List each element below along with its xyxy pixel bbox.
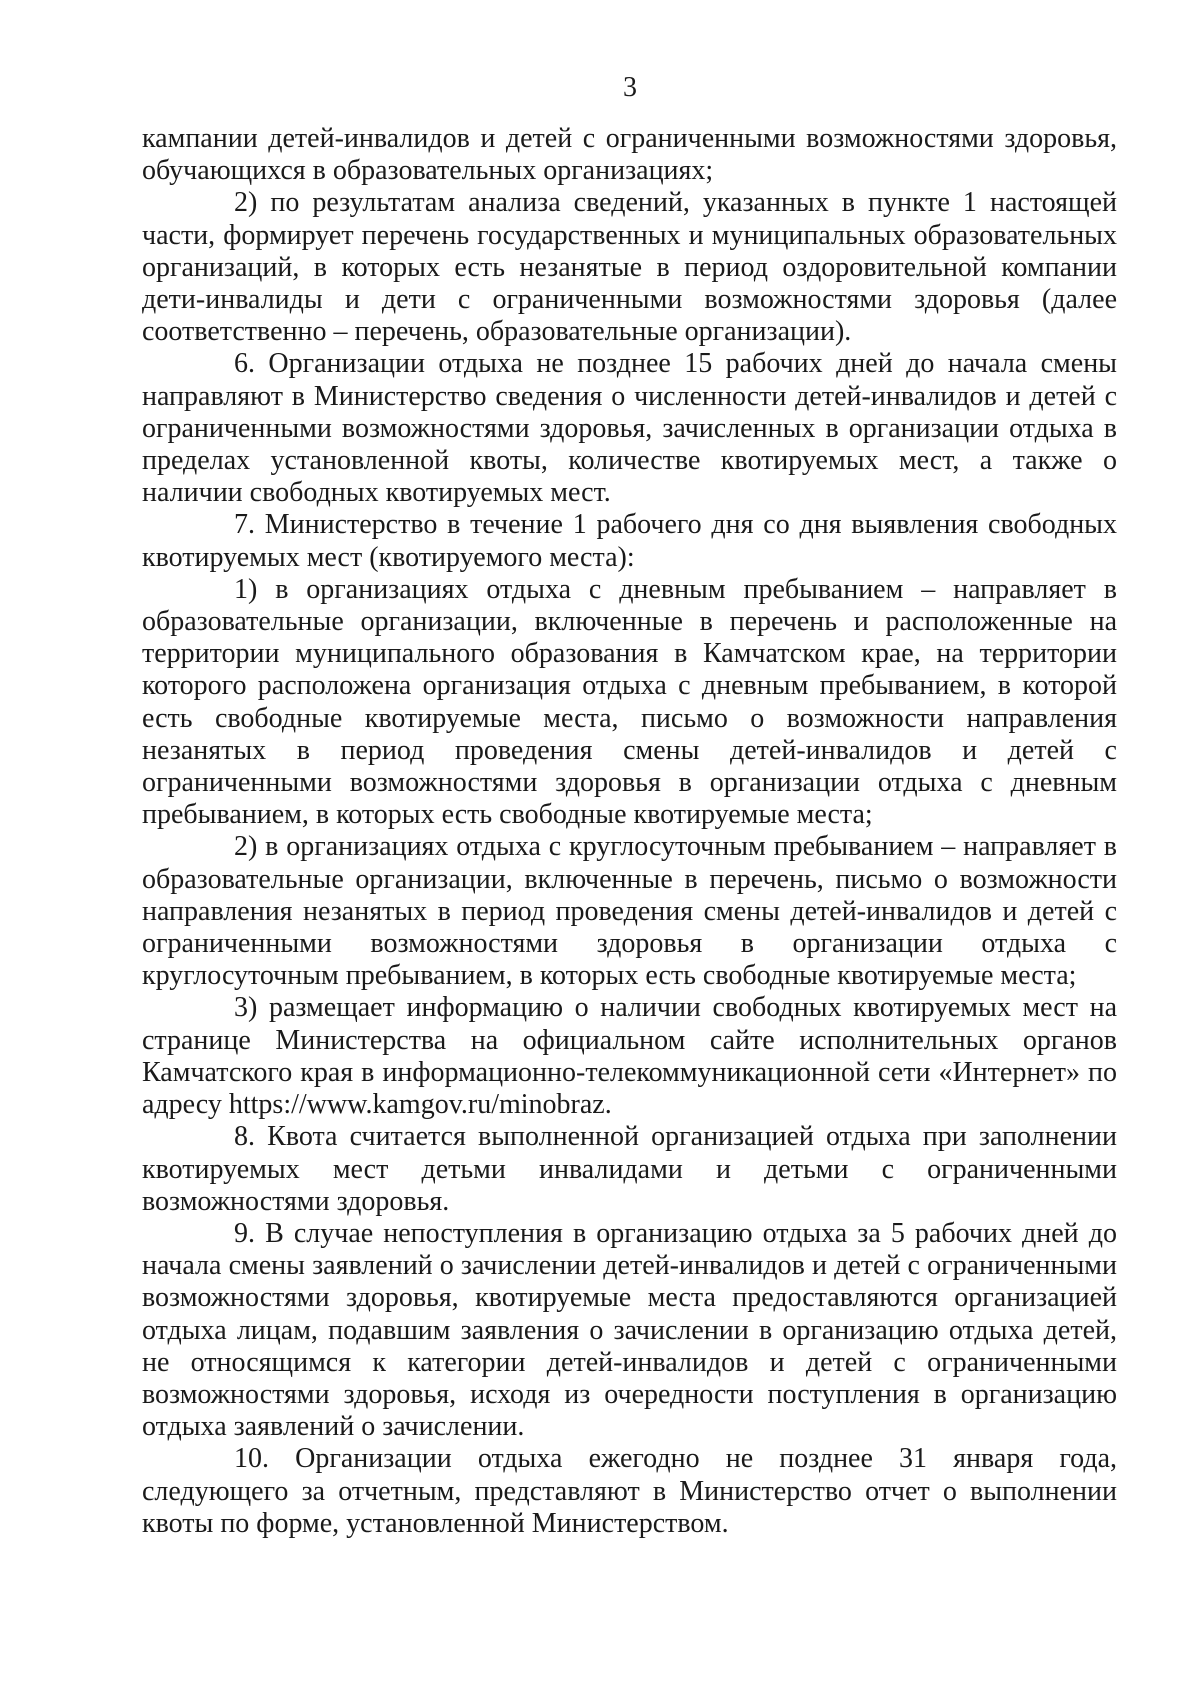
document-body	[142, 123, 1117, 1540]
paragraph-clause-7-item-2: 2) в организациях отдыха с круглосуточным пребыванием – направляет в образовательные организации, включенные в перечень, письмо о возможности направления незанятых в период проведения смены детей-инвалидов и детей с ограниченными возможностями здоровья в организации отдыха с круглосуточным пребыванием, в которых есть свободные квотируемые места;	[142, 831, 1117, 992]
paragraph-clause-7-item-1: 1) в организациях отдыха с дневным пребыванием – направляет в образовательные организации, включенные в перечень и расположенные на территории муниципального образования в Камчатском крае, на территории которого расположена организация отдыха с дневным пребыванием, в которой есть свободные квотируемые места, письмо о возможности направления незанятых в период проведения смены детей-инвалидов и детей с ограниченными возможностями здоровья в организации отдыха с дневным пребыванием, в которых есть свободные квотируемые места;	[142, 573, 1117, 831]
paragraph-continuation: кампании детей-инвалидов и детей с ограниченными возможностями здоровья, обучающихся в образовательных организациях;	[142, 123, 1117, 187]
page-number: 3	[623, 72, 637, 103]
paragraph-clause-7: 7. Министерство в течение 1 рабочего дня со дня выявления свободных квотируемых мест (квотируемого места):	[142, 509, 1117, 573]
paragraph-clause-7-item-3: 3) размещает информацию о наличии свободных квотируемых мест на странице Министерства на официальном сайте исполнительных органов Камчатского края в информационно-телекоммуникационной сети «Интернет» по адресу https://www.kamgov.ru/minobraz.	[142, 992, 1117, 1121]
paragraph-item-2: 2) по результатам анализа сведений, указанных в пункте 1 настоящей части, формирует перечень государственных и муниципальных образовательных организаций, в которых есть незанятые в период оздоровительной компании дети-инвалиды и дети с ограниченными возможностями здоровья (далее соответственно – перечень, образовательные организации).	[142, 187, 1117, 348]
paragraph-clause-6: 6. Организации отдыха не позднее 15 рабочих дней до начала смены направляют в Министерство сведения о численности детей-инвалидов и детей с ограниченными возможностями здоровья, зачисленных в организации отдыха в пределах установленной квоты, количестве квотируемых мест, а также о наличии свободных квотируемых мест.	[142, 348, 1117, 509]
paragraph-clause-9: 9. В случае непоступления в организацию отдыха за 5 рабочих дней до начала смены заявлений о зачислении детей-инвалидов и детей с ограниченными возможностями здоровья, квотируемые места предоставляются организацией отдыха лицам, подавшим заявления о зачислении в организацию отдыха детей, не относящимся к категории детей-инвалидов и детей с ограниченными возможностями здоровья, исходя из очередности поступления в организацию отдыха заявлений о зачислении.	[142, 1217, 1117, 1443]
paragraph-clause-8: 8. Квота считается выполненной организацией отдыха при заполнении квотируемых мест детьми инвалидами и детьми с ограниченными возможностями здоровья.	[142, 1121, 1117, 1217]
paragraph-clause-10: 10. Организации отдыха ежегодно не позднее 31 января года, следующего за отчетным, представляют в Министерство отчет о выполнении квоты по форме, установленной Министерством.	[142, 1443, 1117, 1539]
